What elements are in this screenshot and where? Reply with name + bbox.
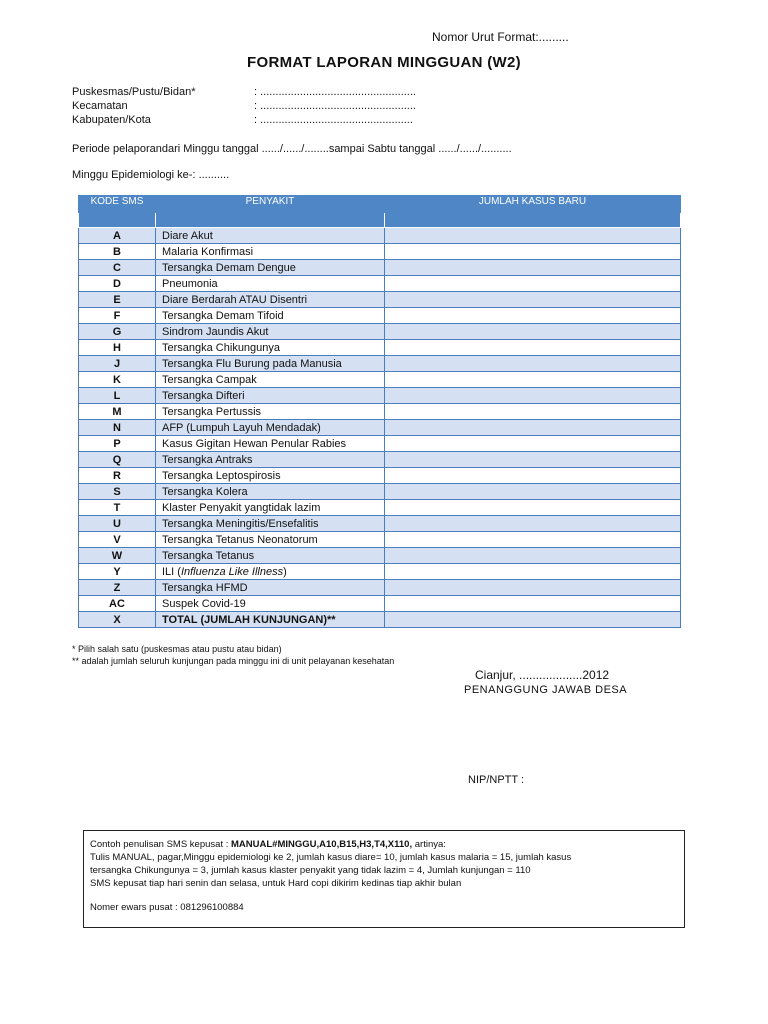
penyakit-cell: Suspek Covid-19 bbox=[156, 596, 385, 612]
nomor-urut-format: Nomor Urut Format:......... bbox=[432, 30, 569, 44]
penyakit-cell: ILI (Influenza Like Illness) bbox=[156, 564, 385, 580]
jumlah-kasus-cell[interactable] bbox=[385, 404, 681, 420]
kode-sms-cell: E bbox=[79, 292, 156, 308]
jumlah-kasus-cell[interactable] bbox=[385, 260, 681, 276]
jumlah-kasus-cell[interactable] bbox=[385, 484, 681, 500]
jumlah-kasus-cell[interactable] bbox=[385, 548, 681, 564]
table-row bbox=[79, 500, 681, 516]
jumlah-kasus-cell[interactable] bbox=[385, 468, 681, 484]
jumlah-kasus-cell[interactable] bbox=[385, 228, 681, 244]
table-row bbox=[79, 244, 681, 260]
penyakit-cell: Pneumonia bbox=[156, 276, 385, 292]
field-value-kecamatan: : ................................................... bbox=[254, 100, 416, 112]
penyakit-cell: Tersangka Difteri bbox=[156, 388, 385, 404]
example-line-3: tersangka Chikungunya = 3, jumlah kasus klaster penyakit yang tidak lazim = 4, Jumlah kunjungan = 110 bbox=[90, 865, 531, 876]
table-row bbox=[79, 580, 681, 596]
table-row bbox=[79, 324, 681, 340]
example-artinya: artinya: bbox=[412, 839, 446, 850]
kode-sms-cell: J bbox=[79, 356, 156, 372]
kode-sms-cell: S bbox=[79, 484, 156, 500]
table-row bbox=[79, 356, 681, 372]
penyakit-cell: Tersangka HFMD bbox=[156, 580, 385, 596]
kode-sms-cell: B bbox=[79, 244, 156, 260]
kode-sms-cell: Q bbox=[79, 452, 156, 468]
penyakit-cell: Diare Berdarah ATAU Disentri bbox=[156, 292, 385, 308]
periode-pelaporan: Periode pelaporandari Minggu tanggal ....../....../........sampai Sabtu tanggal ....../....../.......... bbox=[72, 143, 512, 155]
penyakit-cell: Tersangka Chikungunya bbox=[156, 340, 385, 356]
penyakit-cell: Tersangka Meningitis/Ensefalitis bbox=[156, 516, 385, 532]
jumlah-kasus-cell[interactable] bbox=[385, 596, 681, 612]
jumlah-kasus-cell[interactable] bbox=[385, 308, 681, 324]
table-row bbox=[79, 292, 681, 308]
kode-sms-cell: F bbox=[79, 308, 156, 324]
penyakit-cell: Tersangka Flu Burung pada Manusia bbox=[156, 356, 385, 372]
header-kode-sms: KODE SMS bbox=[79, 196, 156, 213]
jumlah-kasus-cell[interactable] bbox=[385, 580, 681, 596]
penyakit-cell: Tersangka Antraks bbox=[156, 452, 385, 468]
kode-sms-cell: W bbox=[79, 548, 156, 564]
table-row bbox=[79, 228, 681, 244]
kode-sms-cell: M bbox=[79, 404, 156, 420]
table-row bbox=[79, 260, 681, 276]
table-row bbox=[79, 612, 681, 628]
table-row bbox=[79, 516, 681, 532]
table-row bbox=[79, 436, 681, 452]
table-row bbox=[79, 388, 681, 404]
jumlah-kasus-cell[interactable] bbox=[385, 500, 681, 516]
field-label-kabupaten: Kabupaten/Kota bbox=[72, 114, 151, 126]
table-row bbox=[79, 420, 681, 436]
kode-sms-cell: C bbox=[79, 260, 156, 276]
penanggung-jawab: PENANGGUNG JAWAB DESA bbox=[464, 684, 628, 696]
example-nomer-ewars: Nomer ewars pusat : 081296100884 bbox=[90, 902, 244, 913]
kode-sms-cell: Y bbox=[79, 564, 156, 580]
note-pilih-salah-satu: * Pilih salah satu (puskesmas atau pustu atau bidan) bbox=[72, 644, 282, 654]
jumlah-kasus-cell[interactable] bbox=[385, 612, 681, 628]
example-line-2: Tulis MANUAL, pagar,Minggu epidemiologi ke 2, jumlah kasus diare= 10, jumlah kasus malaria = 15, jumlah kasus bbox=[90, 852, 572, 863]
kode-sms-cell: V bbox=[79, 532, 156, 548]
header-jumlah-kasus: JUMLAH KASUS BARU bbox=[385, 196, 681, 213]
sms-example-box bbox=[83, 830, 685, 928]
table-row bbox=[79, 372, 681, 388]
jumlah-kasus-cell[interactable] bbox=[385, 436, 681, 452]
header-penyakit: PENYAKIT bbox=[156, 196, 385, 213]
jumlah-kasus-cell[interactable] bbox=[385, 452, 681, 468]
kode-sms-cell: T bbox=[79, 500, 156, 516]
penyakit-cell: Kasus Gigitan Hewan Penular Rabies bbox=[156, 436, 385, 452]
jumlah-kasus-cell[interactable] bbox=[385, 388, 681, 404]
kode-sms-cell: R bbox=[79, 468, 156, 484]
note-jumlah-kunjungan: ** adalah jumlah seluruh kunjungan pada minggu ini di unit pelayanan kesehatan bbox=[72, 656, 395, 666]
kasus-table-body bbox=[79, 228, 681, 628]
kode-sms-cell: N bbox=[79, 420, 156, 436]
jumlah-kasus-cell[interactable] bbox=[385, 516, 681, 532]
kode-sms-cell: X bbox=[79, 612, 156, 628]
example-intro: Contoh penulisan SMS kepusat : bbox=[90, 839, 229, 850]
table-row bbox=[79, 468, 681, 484]
table-row bbox=[79, 596, 681, 612]
table-row bbox=[79, 532, 681, 548]
kode-sms-cell: P bbox=[79, 436, 156, 452]
penyakit-cell: Diare Akut bbox=[156, 228, 385, 244]
kode-sms-cell: Z bbox=[79, 580, 156, 596]
kode-sms-cell: G bbox=[79, 324, 156, 340]
example-code: MANUAL#MINGGU,A10,B15,H3,T4,X110, bbox=[231, 839, 413, 850]
table-row bbox=[79, 340, 681, 356]
jumlah-kasus-cell[interactable] bbox=[385, 276, 681, 292]
kode-sms-cell: K bbox=[79, 372, 156, 388]
jumlah-kasus-cell[interactable] bbox=[385, 292, 681, 308]
kode-sms-cell: L bbox=[79, 388, 156, 404]
field-label-puskesmas: Puskesmas/Pustu/Bidan* bbox=[72, 86, 196, 98]
penyakit-cell: Tersangka Tetanus Neonatorum bbox=[156, 532, 385, 548]
penyakit-cell: Tersangka Pertussis bbox=[156, 404, 385, 420]
kode-sms-cell: D bbox=[79, 276, 156, 292]
penyakit-cell: Tersangka Campak bbox=[156, 372, 385, 388]
field-value-kabupaten: : .................................................. bbox=[254, 114, 413, 126]
penyakit-cell: Tersangka Leptospirosis bbox=[156, 468, 385, 484]
penyakit-cell: Tersangka Demam Dengue bbox=[156, 260, 385, 276]
kode-sms-cell: H bbox=[79, 340, 156, 356]
field-value-puskesmas: : ................................................... bbox=[254, 86, 416, 98]
example-intro-line bbox=[90, 838, 678, 851]
penyakit-cell: TOTAL (JUMLAH KUNJUNGAN)** bbox=[156, 612, 385, 628]
table-row bbox=[79, 564, 681, 580]
penyakit-cell: Klaster Penyakit yangtidak lazim bbox=[156, 500, 385, 516]
penyakit-cell: Tersangka Demam Tifoid bbox=[156, 308, 385, 324]
penyakit-cell: Tersangka Kolera bbox=[156, 484, 385, 500]
example-line-4: SMS kepusat tiap hari senin dan selasa, untuk Hard copi dikirim kedinas tiap akhir bulan bbox=[90, 878, 462, 889]
jumlah-kasus-cell[interactable] bbox=[385, 244, 681, 260]
table-row bbox=[79, 548, 681, 564]
jumlah-kasus-cell[interactable] bbox=[385, 356, 681, 372]
minggu-epidemiologi: Minggu Epidemiologi ke-: .......... bbox=[72, 169, 230, 181]
jumlah-kasus-cell[interactable] bbox=[385, 564, 681, 580]
penyakit-cell: AFP (Lumpuh Layuh Mendadak) bbox=[156, 420, 385, 436]
kode-sms-cell: U bbox=[79, 516, 156, 532]
penyakit-cell: Sindrom Jaundis Akut bbox=[156, 324, 385, 340]
nip-nptt: NIP/NPTT : bbox=[468, 774, 525, 786]
table-row bbox=[79, 308, 681, 324]
jumlah-kasus-cell[interactable] bbox=[385, 340, 681, 356]
table-row bbox=[79, 452, 681, 468]
kode-sms-cell: A bbox=[79, 228, 156, 244]
penyakit-cell: Malaria Konfirmasi bbox=[156, 244, 385, 260]
page-title: FORMAT LAPORAN MINGGUAN (W2) bbox=[247, 54, 521, 71]
penyakit-cell: Tersangka Tetanus bbox=[156, 548, 385, 564]
kasus-table bbox=[78, 195, 681, 628]
table-row bbox=[79, 276, 681, 292]
field-label-kecamatan: Kecamatan bbox=[72, 100, 128, 112]
place-date: Cianjur, ...................2012 bbox=[475, 668, 610, 682]
kode-sms-cell: AC bbox=[79, 596, 156, 612]
jumlah-kasus-cell[interactable] bbox=[385, 532, 681, 548]
jumlah-kasus-cell[interactable] bbox=[385, 420, 681, 436]
table-row bbox=[79, 484, 681, 500]
jumlah-kasus-cell[interactable] bbox=[385, 324, 681, 340]
table-row bbox=[79, 404, 681, 420]
jumlah-kasus-cell[interactable] bbox=[385, 372, 681, 388]
